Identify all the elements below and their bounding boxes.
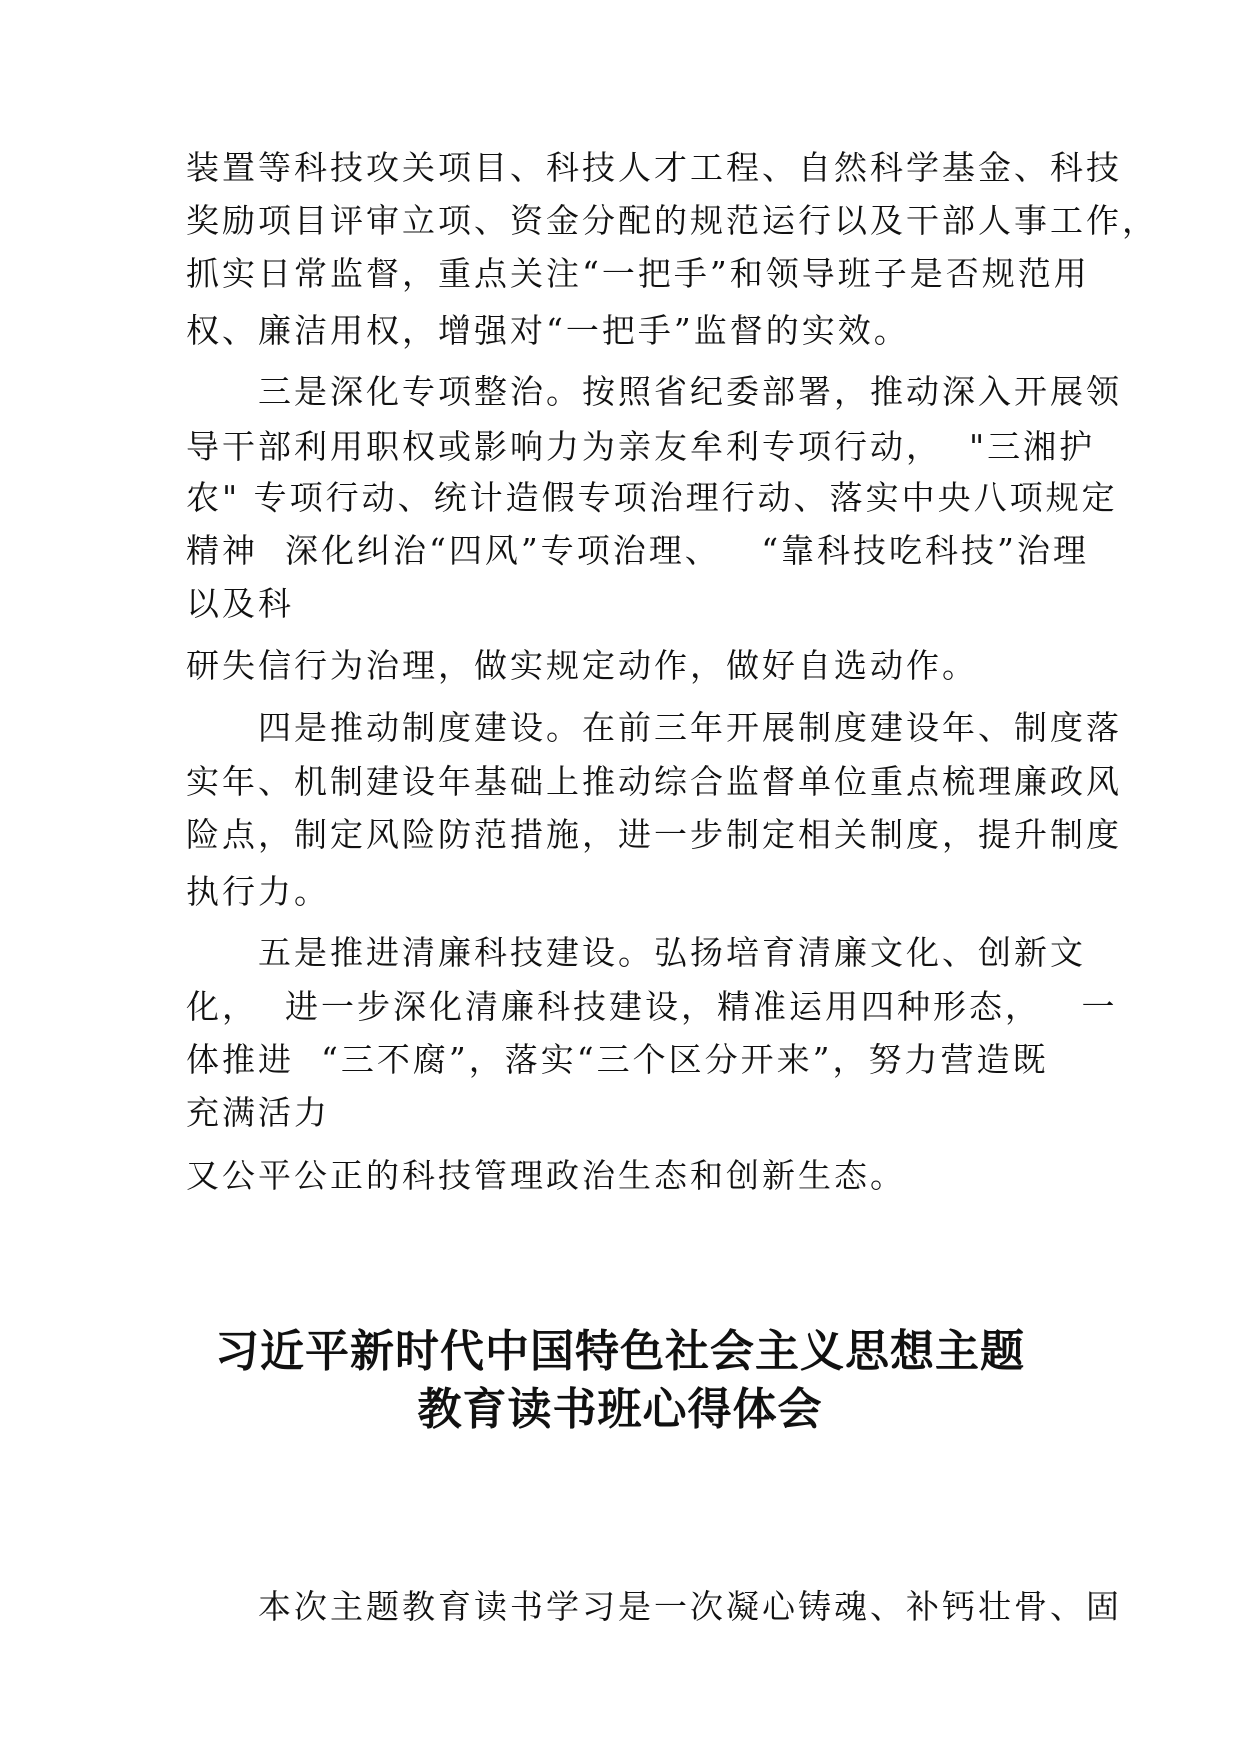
- article-title-line-1: 习近平新时代中国特色社会主义思想主题: [215, 1326, 1025, 1377]
- paragraph-line: 三是深化专项整治。按照省纪委部署，推动深入开展领: [186, 372, 1122, 411]
- paragraph-line: 精神 深化纠治“四风”专项治理、 “靠科技吃科技”治理: [186, 531, 1089, 570]
- paragraph-line: 实年、机制建设年基础上推动综合监督单位重点梳理廉政风: [186, 762, 1122, 801]
- paragraph-line: 权、廉洁用权，增强对“一把手”监督的实效。: [186, 311, 910, 350]
- paragraph-line: 农" 专项行动、统计造假专项治理行动、落实中央八项规定: [186, 478, 1118, 517]
- paragraph-line: 四是推动制度建设。在前三年开展制度建设年、制度落: [186, 708, 1122, 747]
- paragraph-line: 导干部利用职权或影响力为亲友牟利专项行动， "三湘护: [186, 427, 1096, 466]
- paragraph-line: 研失信行为治理，做实规定动作，做好自选动作。: [186, 646, 978, 685]
- paragraph-line: 化， 进一步深化清廉科技建设，精准运用四种形态， 一: [186, 987, 1118, 1026]
- paragraph-line: 又公平公正的科技管理政治生态和创新生态。: [186, 1156, 906, 1195]
- paragraph-line: 充满活力: [186, 1093, 330, 1132]
- article-title-line-2: 教育读书班心得体会: [417, 1384, 823, 1435]
- opening-paragraph-line: 本次主题教育读书学习是一次凝心铸魂、补钙壮骨、固: [186, 1587, 1122, 1626]
- paragraph-line: 装置等科技攻关项目、科技人才工程、自然科学基金、科技: [186, 148, 1122, 187]
- paragraph-line: 体推进 “三不腐”，落实“三个区分开来”，努力营造既: [186, 1040, 1049, 1079]
- paragraph-line: 险点，制定风险防范措施，进一步制定相关制度，提升制度: [186, 815, 1122, 854]
- paragraph-line: 五是推进清廉科技建设。弘扬培育清廉文化、创新文: [186, 933, 1086, 972]
- paragraph-line: 以及科: [186, 584, 294, 623]
- paragraph-line: 执行力。: [186, 872, 330, 911]
- paragraph-line: 奖励项目评审立项、资金分配的规范运行以及干部人事工作，: [186, 201, 1158, 240]
- paragraph-line: 抓实日常监督，重点关注“一把手”和领导班子是否规范用: [186, 254, 1090, 293]
